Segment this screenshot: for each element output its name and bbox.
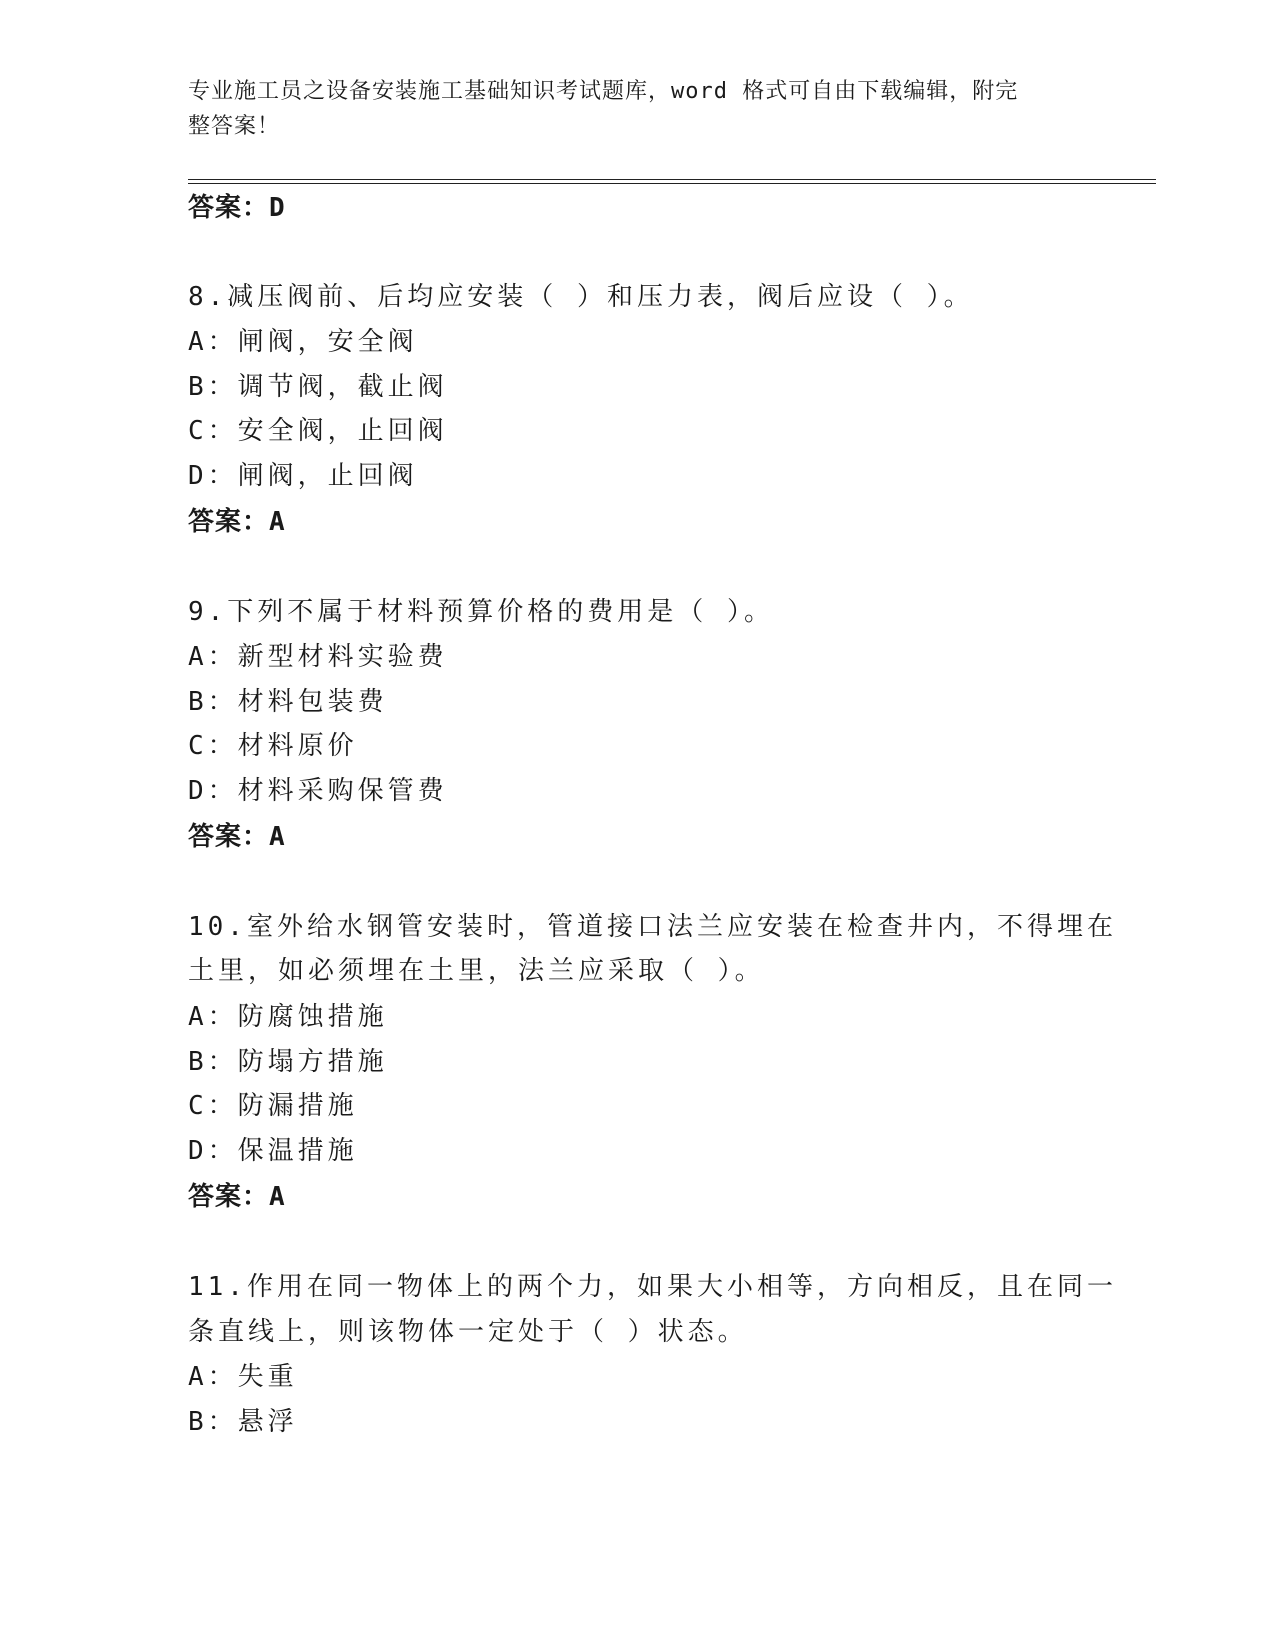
option-c: C：防漏措施 [188,1091,358,1121]
option-a: A：新型材料实验费 [188,642,448,672]
header-line-1: 专业施工员之设备安装施工基础知识考试题库，word 格式可自由下载编辑，附完 [188,79,1019,104]
option-a: A：防腐蚀措施 [188,1002,388,1032]
option-b: B：防塌方措施 [188,1047,388,1077]
question-stem-line-1: 10.室外给水钢管安装时，管道接口法兰应安装在检查井内，不得埋在 [188,912,1117,942]
question-stem: 9.下列不属于材料预算价格的费用是（ ）。 [188,597,774,627]
document-header [188,74,1088,144]
option-d: D：保温措施 [188,1136,358,1166]
option-b: B：调节阀，截止阀 [188,372,448,402]
option-d: D：材料采购保管费 [188,776,448,806]
answer-prev: 答案：D [188,193,286,223]
question-stem-line-1: 11.作用在同一物体上的两个力，如果大小相等，方向相反，且在同一 [188,1272,1117,1302]
option-a: A：失重 [188,1362,298,1392]
header-line-2: 整答案！ [188,114,281,139]
question-stem-line-2: 土里，如必须埋在土里，法兰应采取（ ）。 [188,956,765,986]
option-a: A：闸阀，安全阀 [188,327,418,357]
option-c: C：安全阀，止回阀 [188,416,448,446]
answer: 答案：A [188,1182,286,1212]
option-d: D：闸阀，止回阀 [188,461,418,491]
option-b: B：悬浮 [188,1407,298,1437]
answer: 答案：A [188,822,286,852]
question-stem-line-2: 条直线上，则该物体一定处于（ ）状态。 [188,1317,748,1347]
question-stem: 8.减压阀前、后均应安装（ ）和压力表，阀后应设（ ）。 [188,282,974,312]
answer: 答案：A [188,507,286,537]
header-divider-bottom [188,183,1156,184]
option-c: C：材料原价 [188,731,358,761]
header-divider-top [188,179,1156,180]
option-b: B：材料包装费 [188,687,388,717]
